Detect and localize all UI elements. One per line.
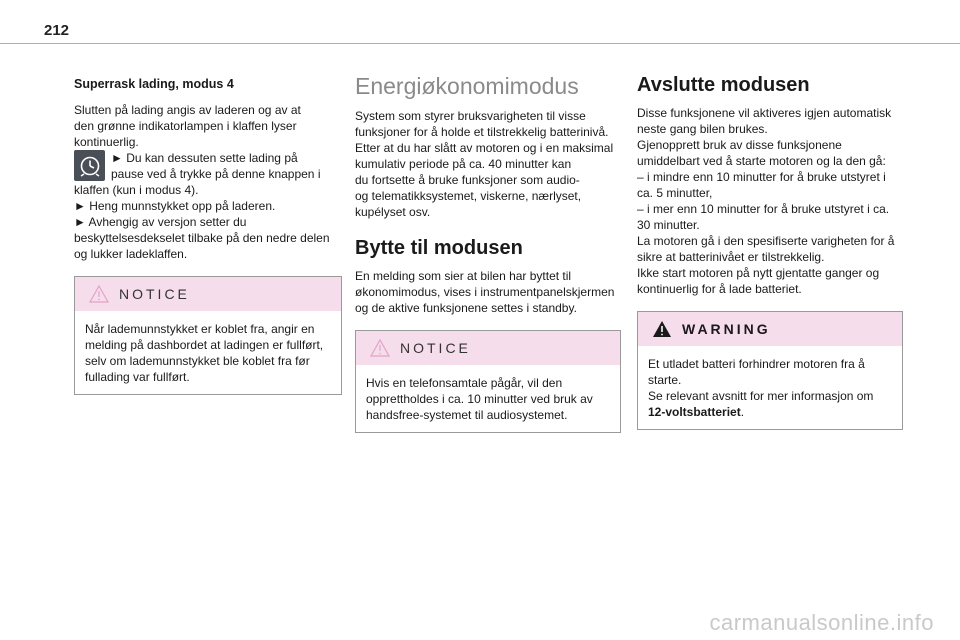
body-line: sikre at batterinivået er tilstrekkelig. <box>637 250 825 264</box>
battery-reference: 12-voltsbatteriet <box>648 405 741 419</box>
body-line: – i mindre enn 10 minutter for å bruke utstyret i <box>637 170 886 184</box>
intro-line: Slutten på lading angis av laderen og av at <box>74 103 301 117</box>
intro-line: kontinuerlig. <box>74 135 139 149</box>
notice-line: fullading var fullført. <box>85 370 190 384</box>
intro-line: den grønne indikatorlampen i klaffen lyser <box>74 119 297 133</box>
notice-box <box>74 276 342 395</box>
section-title-energy: Energiøkonomimodus <box>355 73 579 99</box>
warning-box <box>637 311 903 430</box>
notice-body <box>356 365 620 432</box>
body-line: neste gang bilen brukes. <box>637 122 768 136</box>
notice-header <box>356 331 620 365</box>
instruction-line: pause ved å trykke på denne knappen i <box>111 167 321 181</box>
warning-line <box>648 404 892 420</box>
warning-body <box>638 346 902 429</box>
notice-triangle-icon <box>89 285 109 303</box>
body-line: ca. 5 minutter, <box>637 186 713 200</box>
body-line: kumulativ periode på ca. 40 minutter kan <box>355 157 572 171</box>
notice-title: NOTICE <box>119 286 190 302</box>
notice-line: Når lademunnstykket er koblet fra, angir en <box>85 322 315 336</box>
instruction-line: beskyttelsesdekselet tilbake på den nedre delen <box>74 231 330 245</box>
warning-line: Et utladet batteri forhindrer motoren fra å <box>648 357 865 371</box>
notice-line: melding på dashbordet at ladingen er fullført, <box>85 338 324 352</box>
watermark: carmanualsonline.info <box>709 610 934 635</box>
page-number: 212 <box>44 22 70 39</box>
body-line: umiddelbart ved å starte motoren og la den gå: <box>637 154 886 168</box>
body-line: funksjoner for å holde et tilstrekkelig batterinivå. <box>355 125 609 139</box>
body-line: 30 minutter. <box>637 218 700 232</box>
section-heading-superrask: Superrask lading, modus 4 <box>74 77 234 91</box>
notice-line: selv om lademunnstykket ble koblet fra før <box>85 354 310 368</box>
column-left <box>74 70 342 395</box>
column-right <box>637 73 903 430</box>
body-line: og de aktive funksjonene settes i standby. <box>355 301 577 315</box>
warning-line-end: . <box>740 405 745 419</box>
warning-header <box>638 312 902 346</box>
notice-triangle-icon <box>370 339 390 357</box>
notice-line: opprettholdes i ca. 10 minutter ved bruk av <box>366 392 593 406</box>
body-line: Disse funksjonene vil aktiveres igjen automatisk <box>637 106 892 120</box>
notice-body <box>75 311 341 394</box>
body-line: System som styrer bruksvarigheten til visse <box>355 109 586 123</box>
body-line: kupélyset osv. <box>355 205 431 219</box>
section-title-switch: Bytte til modusen <box>355 237 523 259</box>
notice-line: handsfree-systemet til audiosystemet. <box>366 408 568 422</box>
body-line: Etter at du har slått av motoren og i en maksimal <box>355 141 614 155</box>
instruction-line: ► Heng munnstykket opp på laderen. <box>74 199 276 213</box>
body-line: Ikke start motoren på nytt gjentatte ganger og <box>637 266 880 280</box>
warning-title: WARNING <box>682 321 771 337</box>
warning-triangle-icon <box>652 320 672 338</box>
notice-header <box>75 277 341 311</box>
body-line: kontinuerlig for å lade batteriet. <box>637 282 802 296</box>
charge-pause-button-icon <box>74 150 105 181</box>
notice-line: Hvis en telefonsamtale pågår, vil den <box>366 376 563 390</box>
notice-title: NOTICE <box>400 340 471 356</box>
body-line: du fortsette å bruke funksjoner som audio- <box>355 173 580 187</box>
header-divider <box>0 43 960 44</box>
warning-line: Se relevant avsnitt for mer informasjon om <box>648 389 874 403</box>
body-line: En melding som sier at bilen har byttet til <box>355 269 572 283</box>
instruction-line: og lukker ladeklaffen. <box>74 247 188 261</box>
body-line: Gjenopprett bruk av disse funksjonene <box>637 138 842 152</box>
column-middle <box>355 73 621 433</box>
body-line: La motoren gå i den spesifiserte varigheten for å <box>637 234 895 248</box>
instruction-line: ► Du kan dessuten sette lading på <box>111 151 298 165</box>
section-title-exit: Avslutte modusen <box>637 74 810 96</box>
body-line: – i mer enn 10 minutter for å bruke utstyret i ca. <box>637 202 890 216</box>
icon-instruction <box>74 150 342 182</box>
body-line: og telematikksystemet, viskerne, nærlyset, <box>355 189 582 203</box>
warning-line: starte. <box>648 373 682 387</box>
body-line: økonomimodus, vises i instrumentpanelskjermen <box>355 285 615 299</box>
notice-box <box>355 330 621 433</box>
instruction-line: ► Avhengig av versjon setter du <box>74 215 247 229</box>
instruction-line: klaffen (kun i modus 4). <box>74 183 199 197</box>
